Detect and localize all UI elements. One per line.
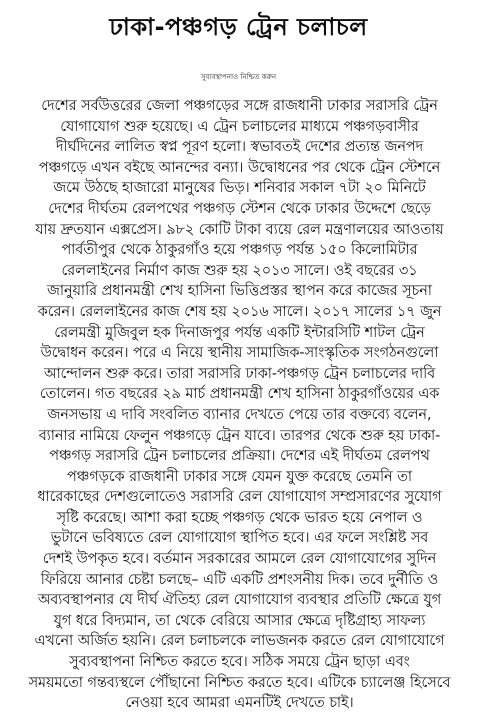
- body-line: পার্বতীপুর থেকে ঠাকুরগাঁও হয়ে পঞ্চগড় পর্যন্ত ১৫০ কিলোমিটার: [61, 242, 418, 259]
- body-line: দেশের দীর্ঘতম রেলপথের পঞ্চগড় স্টেশন থেকে ঢাকার উদ্দেশে ছেড়ে: [48, 200, 431, 217]
- body-line: দীর্ঘদিনের লালিত স্বপ্ন পূরণ হলো। স্বভাবতই দেশের প্রত্যন্ত জনপদ: [55, 139, 424, 156]
- body-line: জনসভায় এ দাবি সংবলিত ব্যানার দেখতে পেয়ে তার বক্তব্যে বলেন,: [47, 406, 432, 423]
- body-line: এখনো অর্জিত হয়নি। রেল চলাচলকে লাভজনক করতে রেল যোগাযোগে: [34, 633, 445, 650]
- body-line: যায় দ্রুতযান এক্সপ্রেস। ৯৮২ কোটি টাকা ব্যয়ে রেল মন্ত্রণালয়ের আওতায়: [35, 221, 444, 238]
- body-line: যুগ ধরে বিদ্যমান, তা থেকে বেরিয়ে আসার ক্ষেত্রে দৃষ্টিগ্রাহ্য সাফল্য: [53, 612, 426, 629]
- body-line: জানুয়ারি প্রধানমন্ত্রী শেখ হাসিনা ভিত্তিপ্রস্তর স্থাপন করে কাজের সূচনা: [47, 283, 432, 300]
- body-line: ভুটানে ভবিষ্যতে রেল যোগাযোগ স্থাপিত হবে। এর ফলে সংশ্লিষ্ট সব: [50, 530, 429, 547]
- body-line: পঞ্চগড়ে এখন বইছে আনন্দের বন্যা। উদ্বোধনের পর থেকে ট্রেন স্টেশনে: [38, 159, 441, 176]
- body-line: পঞ্চগড় সরাসরি ট্রেন চলাচলের প্রক্রিয়া। দেশের এই দীর্ঘতম রেলপথ: [49, 448, 430, 465]
- body-line: করেন। রেললাইনের কাজ শেষ হয় ২০১৬ সালে। ২০১৭ সালের ১৭ জুন: [37, 303, 442, 320]
- body-line: অব্যবস্থাপনার যে দীর্ঘ ঐতিহ্য রেল যোগাযোগ ব্যবস্থার প্রতিটি ক্ষেত্রে যুগ: [37, 592, 442, 609]
- subheadline: সুব্যবস্থাপনাও নিশ্চিত করুন: [200, 73, 277, 81]
- body-line: দেশের সর্বউত্তরের জেলা পঞ্চগড়ের সঙ্গে রাজধানী ঢাকার সরাসরি ট্রেন: [41, 98, 438, 114]
- body-line: সৃষ্টি করেছে। আশা করা হচ্ছে পঞ্চগড় থেকে ভারত হয়ে নেপাল ও: [56, 509, 423, 526]
- body-line: সুব্যবস্থাপনা নিশ্চিত করতে হবে। সঠিক সময়ে ট্রেন ছাড়া এবং: [69, 654, 410, 671]
- body-line: যোগাযোগ শুরু হয়েছে। এ ট্রেন চলাচলের মাধ্যমে পঞ্চগড়বাসীর: [60, 118, 419, 135]
- body-line: ব্যানার নামিয়ে ফেলুন পঞ্চগড়ে ট্রেন যাবে। তারপর থেকে শুরু হয় ঢাকা-: [38, 427, 441, 444]
- body-line: জমে উঠছে হাজারো মানুষের ভিড়। শনিবার সকাল ৭টা ২০ মিনিটে: [53, 180, 426, 197]
- body-line: উদ্বোধন করেন। পরে এ নিয়ে স্থানীয় সামাজিক-সাংস্কৃতিক সংগঠনগুলো: [40, 345, 439, 362]
- headline: ঢাকা-পঞ্চগড় ট্রেন চলাচল: [109, 13, 368, 41]
- body-line: পঞ্চগড়কে রাজধানী ঢাকার সঙ্গে যেমন যুক্ত করেছে তেমনি তা: [67, 468, 412, 485]
- body-line: ফিরিয়ে আনার চেষ্টা চলছে– এটি একটি প্রশংসনীয় দিক। তবে দুর্নীতি ও: [40, 571, 439, 588]
- body-line: তোলেন। গত বছরের ২৯ মার্চ প্রধানমন্ত্রী শেখ হাসিনা ঠাকুরগাঁওয়ের এক: [39, 386, 440, 403]
- body-line: সময়মতো গন্তব্যস্থলে পৌঁছানো নিশ্চিত করতে হবে। এটিকে চ্যালেঞ্জ হিসেবে: [28, 674, 451, 691]
- body-line: রেললাইনের নির্মাণ কাজ শুরু হয় ২০১৩ সালে। ওই বছরের ৩১: [61, 262, 418, 279]
- article-body: [12, 96, 467, 714]
- body-line: দেশই উপকৃত হবে। বর্তমান সরকারের আমলে রেল যোগাযোগের সুদিন: [42, 551, 437, 568]
- body-line: রেলমন্ত্রী মুজিবুল হক দিনাজপুর পর্যন্ত একটি ইন্টারসিটি শাটল ট্রেন: [54, 324, 425, 341]
- body-line: আন্দোলন শুরু করে। তারা সরাসরি ঢাকা-পঞ্চগড় ট্রেন চলাচলের দাবি: [43, 365, 436, 382]
- body-line: ধারেকাছের দেশগুলোতেও সরাসরি রেল যোগাযোগ সম্প্রসারণের সুযোগ: [37, 489, 442, 506]
- body-line: নেওয়া হবে আমরা এমনটিই দেখতে চাই।: [125, 695, 354, 712]
